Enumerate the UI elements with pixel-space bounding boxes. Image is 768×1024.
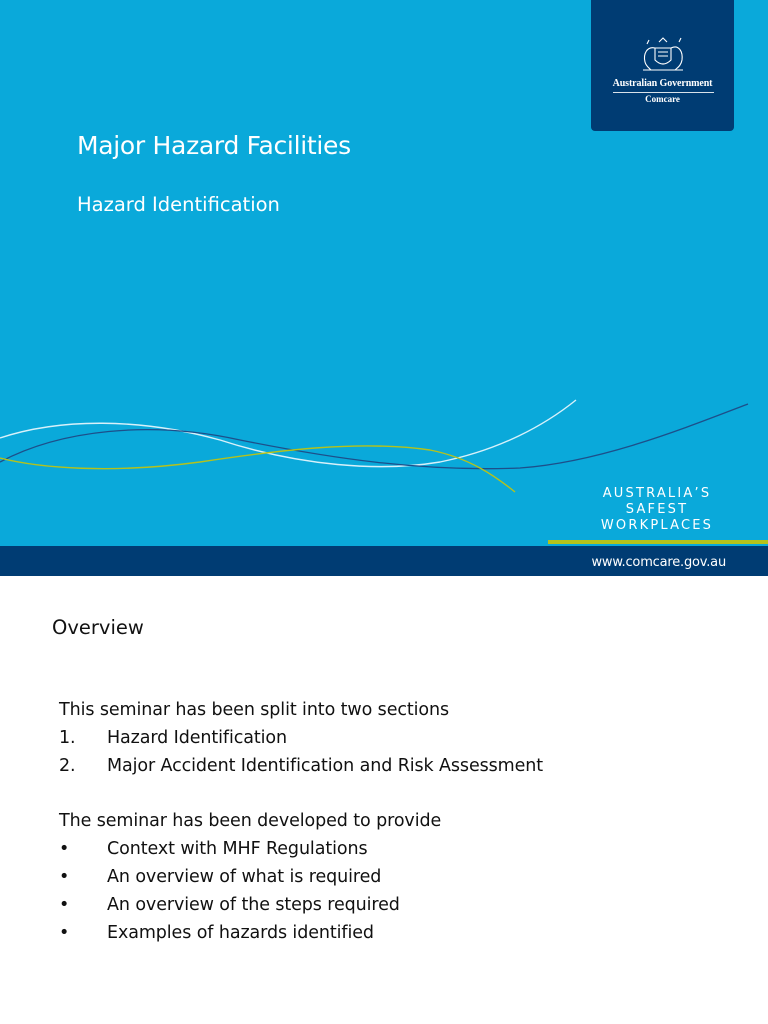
tagline-line: SAFEST	[625, 502, 689, 517]
list-item-text: Major Accident Identification and Risk Assessment	[107, 756, 544, 776]
list-item-text: An overview of what is required	[107, 867, 382, 887]
bullet: •	[59, 895, 70, 915]
overview-heading: Overview	[52, 616, 144, 639]
coat-of-arms-icon	[635, 36, 691, 74]
list-item-text: An overview of the steps required	[107, 895, 400, 915]
footer-bar	[0, 546, 768, 576]
wave-white-line	[0, 400, 576, 467]
list-item-text: Hazard Identification	[107, 728, 287, 748]
accent-bar	[548, 540, 768, 544]
slide-subtitle: Hazard Identification	[77, 193, 280, 216]
slide-title: Major Hazard Facilities	[77, 131, 351, 160]
list-number: 1.	[59, 728, 76, 748]
tagline-line: WORKPLACES	[600, 518, 714, 533]
agency-name: Comcare	[645, 94, 680, 104]
list-item-text: Context with MHF Regulations	[107, 839, 368, 859]
list-item-text: Examples of hazards identified	[107, 923, 374, 943]
purpose-intro: The seminar has been developed to provide	[59, 811, 442, 831]
bullet: •	[59, 867, 70, 887]
government-name: Australian Government	[612, 78, 713, 89]
tagline-line: AUSTRALIA’S	[602, 486, 712, 501]
list-number: 2.	[59, 756, 76, 776]
tagline	[586, 486, 728, 534]
bullet: •	[59, 839, 70, 859]
overview-slide	[0, 576, 768, 1024]
government-badge	[591, 0, 734, 131]
badge-divider	[613, 92, 714, 93]
sections-intro: This seminar has been split into two sections	[59, 700, 450, 720]
website-url: www.comcare.gov.au	[591, 555, 726, 570]
wave-navy-line	[0, 404, 748, 469]
bullet: •	[59, 923, 70, 943]
wave-lime-line	[0, 446, 515, 492]
